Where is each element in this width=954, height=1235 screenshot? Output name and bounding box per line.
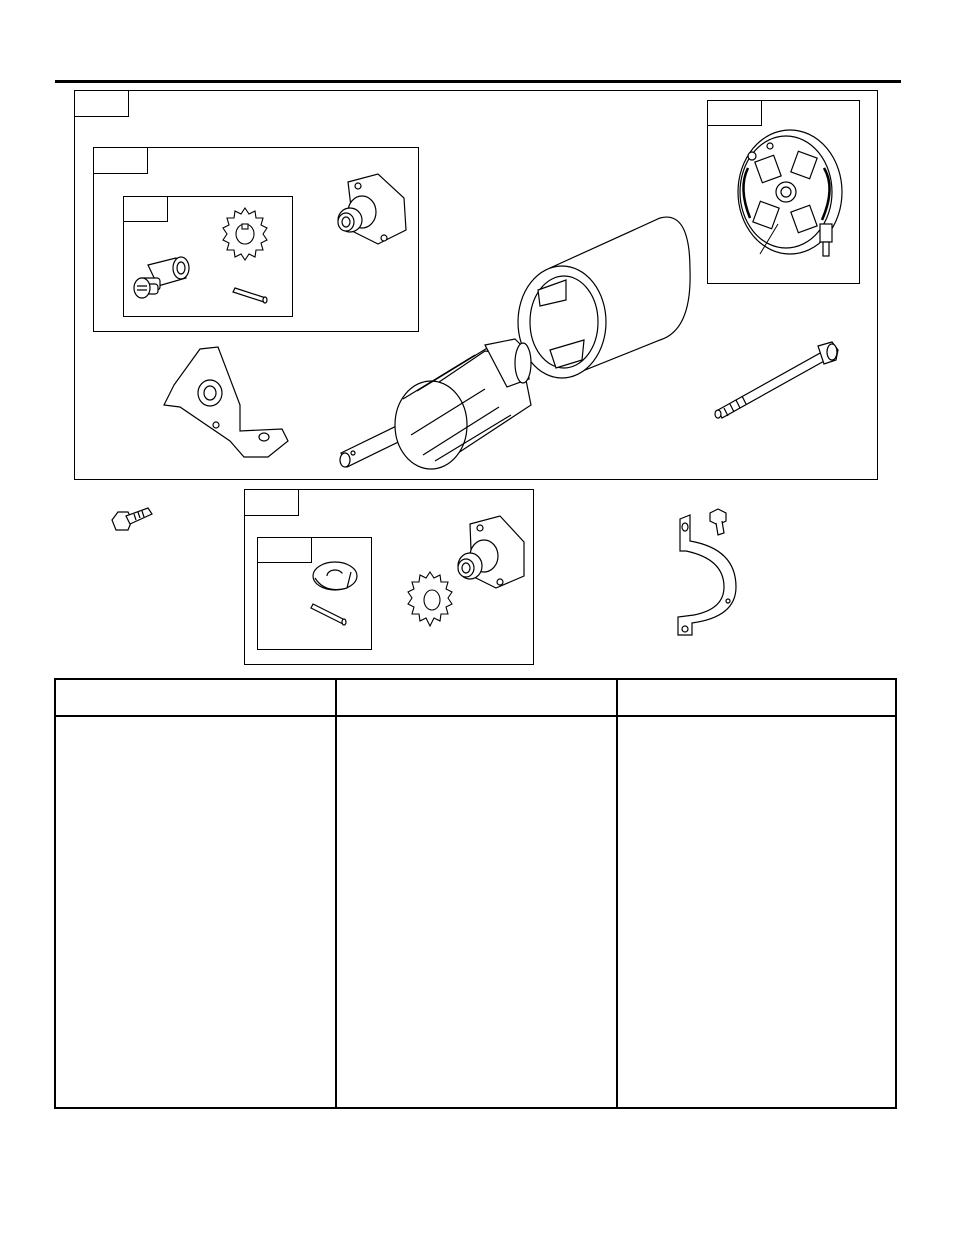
brush-plate-illustration	[728, 128, 848, 273]
callout-assembly	[74, 90, 129, 117]
table-divider-2	[616, 680, 618, 1107]
callout-drive-kit	[93, 147, 148, 174]
parts-table-header	[56, 680, 895, 717]
callout-drive-kit-alt	[244, 489, 299, 516]
callout-pin-kit	[257, 537, 312, 563]
mounting-screw-illustration	[108, 502, 154, 536]
parts-table	[54, 678, 897, 1109]
table-divider-1	[335, 680, 337, 1107]
pin-kit-illustration	[305, 560, 365, 630]
callout-clutch-kit	[123, 196, 168, 222]
drive-end-cap-alt-illustration	[448, 514, 528, 594]
header-rule	[55, 80, 901, 83]
callout-brush-kit	[707, 100, 762, 126]
through-bolt-illustration	[710, 340, 840, 420]
table-header-col-2	[338, 680, 617, 715]
mounting-bracket-illustration	[160, 345, 290, 460]
armature-illustration	[335, 335, 535, 470]
clutch-nut-illustration	[128, 250, 198, 310]
roll-pin-illustration	[232, 284, 272, 304]
strap-clamp-illustration	[666, 505, 746, 640]
drive-end-cap-illustration	[328, 172, 408, 252]
starter-housing-illustration	[510, 210, 700, 380]
pinion-gear-illustration	[215, 204, 275, 264]
table-header-col-1	[56, 680, 336, 715]
table-header-col-3	[619, 680, 895, 715]
